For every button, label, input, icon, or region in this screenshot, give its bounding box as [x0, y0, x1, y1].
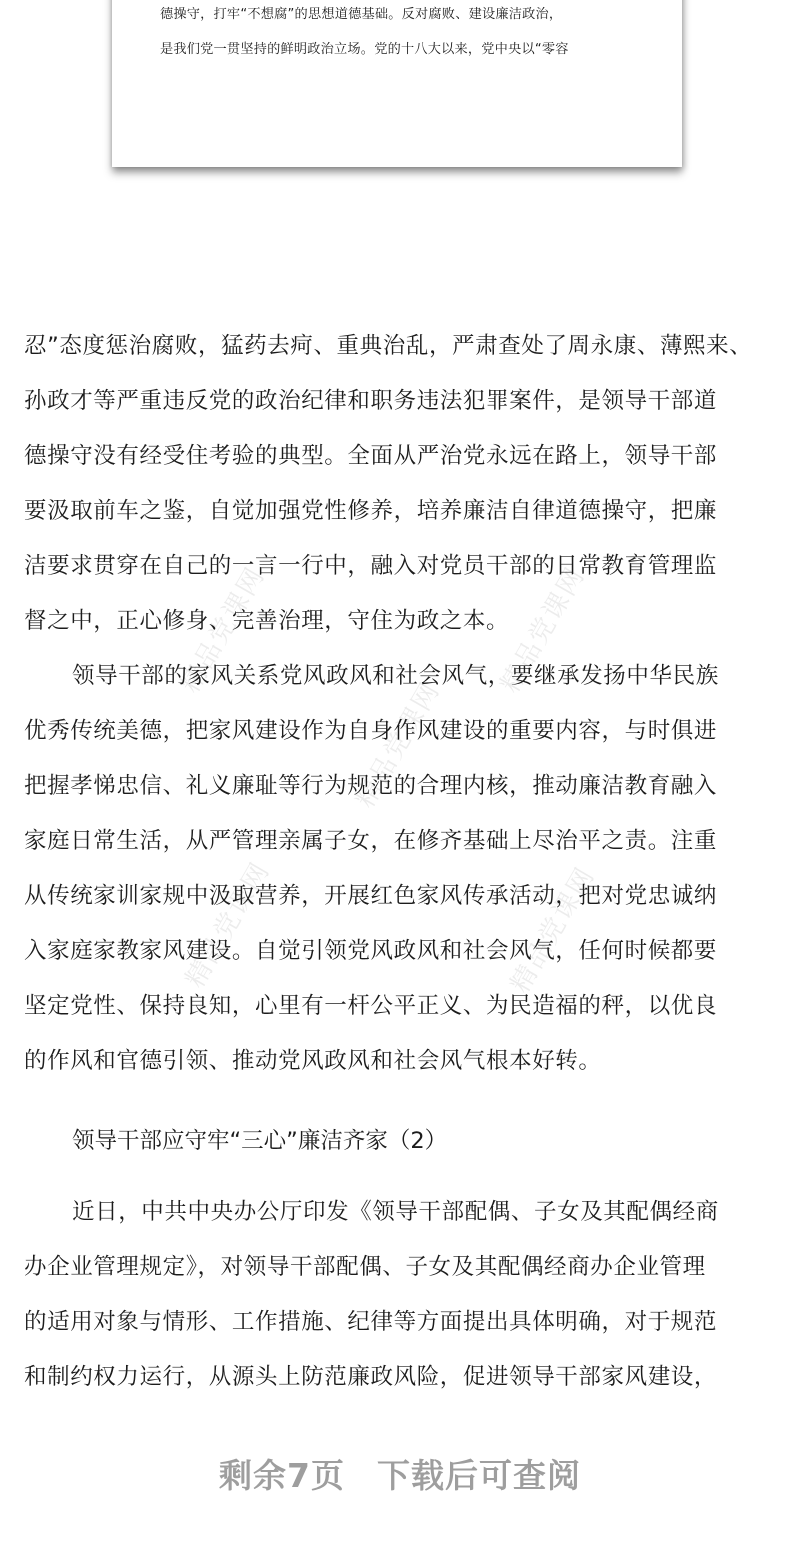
preview-text-line: 德操守，打牢“不想腐”的思想道德基础。反对腐败、建设廉洁政治，	[160, 7, 563, 22]
paragraph-line: 的适用对象与情形、工作措施、纪律等方面提出具体明确，对于规范	[24, 1309, 718, 1335]
remaining-pages-label: 剩余7页	[219, 1456, 345, 1495]
paragraph-line: 坚定党性、保持良知，心里有一杆公平正义、为民造福的秤，以优良	[24, 993, 718, 1019]
preview-text-line: 是我们党一贯坚持的鲜明政治立场。党的十八大以来，党中央以“零容	[160, 42, 569, 57]
paragraph-line: 孙政才等严重违反党的政治纪律和职务违法犯罪案件，是领导干部道	[24, 388, 718, 414]
watermark: 精品党课网	[175, 561, 272, 698]
paragraph-line: 优秀传统美德，把家风建设作为自身作风建设的重要内容，与时俱进	[24, 718, 718, 744]
watermark: 精品党课网	[180, 856, 277, 993]
paragraph-line: 的作风和官德引领、推动党风政风和社会风气根本好转。	[24, 1048, 602, 1074]
paragraph-line: 要汲取前车之鉴，自觉加强党性修养，培养廉洁自律道德操守，把廉	[24, 498, 718, 524]
paragraph-line: 家庭日常生活，从严管理亲属子女，在修齐基础上尽治平之责。注重	[24, 828, 718, 854]
paragraph-line: 办企业管理规定》，对领导干部配偶、子女及其配偶经商办企业管理	[24, 1254, 706, 1280]
section-heading: 领导干部应守牢“三心”廉洁齐家（2）	[72, 1128, 448, 1154]
document-preview-page	[112, 0, 682, 167]
watermark: 精品党课网	[495, 561, 592, 698]
paragraph-line: 领导干部的家风关系党风政风和社会风气，要继承发扬中华民族	[72, 663, 719, 689]
paragraph-line: 把握孝悌忠信、礼义廉耻等行为规范的合理内核，推动廉洁教育融入	[24, 773, 718, 799]
paragraph-line: 德操守没有经受住考验的典型。全面从严治党永远在路上，领导干部	[24, 443, 718, 469]
paragraph-line: 督之中，正心修身、完善治理，守住为政之本。	[24, 608, 510, 634]
paragraph-line: 忍”态度惩治腐败，猛药去疴、重典治乱，严肃查处了周永康、薄熙来、	[24, 333, 753, 359]
watermark: 精品党课网	[350, 676, 447, 813]
download-hint-label: 下载后可查阅	[376, 1456, 581, 1495]
download-prompt[interactable]	[0, 1450, 800, 1497]
paragraph-line: 和制约权力运行，从源头上防范廉政风险，促进领导干部家风建设，	[24, 1364, 718, 1390]
paragraph-line: 洁要求贯穿在自己的一言一行中，融入对党员干部的日常教育管理监	[24, 553, 718, 579]
watermark: 精品党课网	[505, 861, 602, 998]
paragraph-line: 近日，中共中央办公厅印发《领导干部配偶、子女及其配偶经商	[72, 1199, 719, 1225]
paragraph-line: 入家庭家教家风建设。自觉引领党风政风和社会风气，任何时候都要	[24, 938, 718, 964]
paragraph-line: 从传统家训家规中汲取营养，开展红色家风传承活动，把对党忠诚纳	[24, 883, 718, 909]
